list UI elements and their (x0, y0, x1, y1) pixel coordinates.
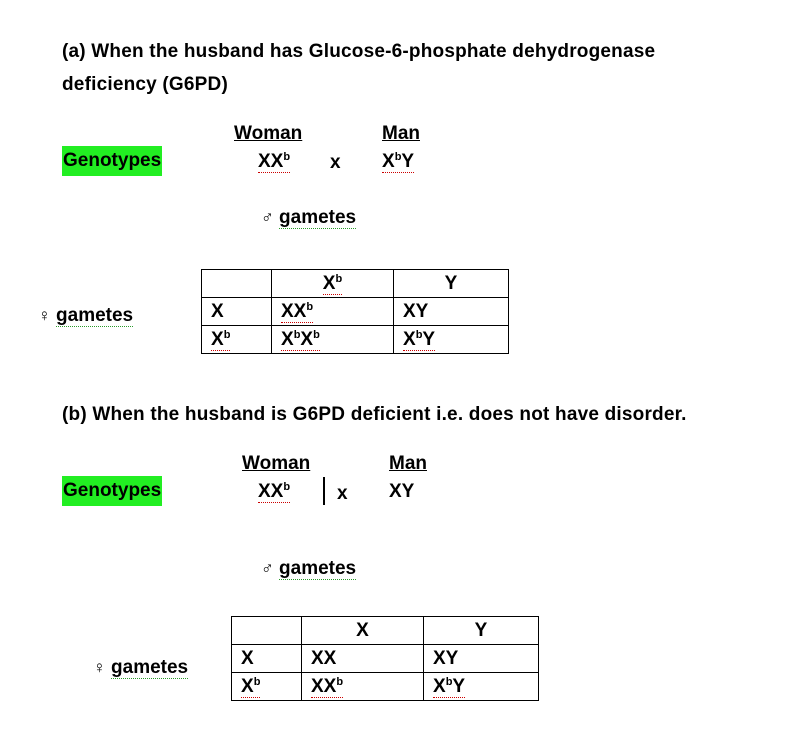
genotype-sup: b (283, 151, 291, 163)
genotype-base: XX (258, 481, 284, 502)
cell-base: X (241, 648, 254, 669)
male-symbol-icon: ♂ (261, 559, 274, 578)
section-a-female-gametes (38, 306, 133, 325)
section-b-punnett-square (231, 616, 539, 701)
table-cell (272, 326, 394, 354)
table-row (232, 673, 539, 701)
section-a-heading-line1 (62, 42, 655, 61)
section-a-male-gametes (261, 208, 356, 227)
cell-sup: b (306, 301, 314, 313)
table-header-cell (424, 617, 539, 645)
section-a-cross-symbol: x (330, 152, 341, 173)
table-row (202, 298, 509, 326)
table-header-row (232, 617, 539, 645)
section-b-heading: (b) When the husband is G6PD deficient i.e. does not have disorder. (62, 404, 687, 425)
male-gametes-label: gametes (279, 558, 357, 579)
section-a-woman-label: Woman (234, 123, 303, 144)
cell-base: X (211, 301, 224, 322)
cell-sup: b (223, 329, 231, 341)
cell-base: X (211, 329, 224, 350)
cell-text (281, 329, 320, 351)
section-b-man-genotype: XY (389, 481, 415, 502)
cell-text (433, 676, 465, 698)
table-corner-cell (232, 617, 302, 645)
table-row-header-cell (232, 673, 302, 701)
cell-sup2: b (313, 329, 320, 341)
female-symbol-icon: ♀ (38, 306, 51, 325)
section-b-woman-label: Woman (242, 453, 311, 474)
section-b-woman-genotype (258, 482, 290, 501)
cell-base: X (281, 329, 294, 350)
cell-base: X (322, 273, 336, 294)
cell-sup: b (415, 329, 423, 341)
table-header-row (202, 270, 509, 298)
table-row (202, 326, 509, 354)
male-symbol-icon: ♂ (261, 208, 274, 227)
cell-sup: b (336, 676, 344, 688)
section-a-man-label: Man (382, 123, 420, 144)
cell-base: Y (474, 620, 488, 641)
cell-base: X (241, 676, 254, 697)
cell-base: X (403, 329, 416, 350)
cell-post: Y (422, 329, 436, 350)
cell-base: XY (403, 301, 429, 322)
cell-text (311, 676, 343, 698)
cell-sup: b (445, 676, 453, 688)
section-a-woman-genotype (258, 152, 290, 171)
cell-base: X (356, 620, 369, 641)
table-header-cell (302, 617, 424, 645)
cell-text (241, 676, 260, 698)
table-header-cell (394, 270, 509, 298)
cell-sup: b (335, 273, 343, 285)
table-cell (302, 673, 424, 701)
cell-base: Y (444, 273, 458, 294)
section-a-heading-line2: deficiency (G6PD) (62, 74, 229, 95)
cell-base: XX (281, 301, 307, 322)
female-symbol-icon: ♀ (93, 658, 106, 677)
table-cell (302, 645, 424, 673)
section-a-heading-text: (a) When the husband has Glucose-6-phosphate dehydrogenase (62, 41, 656, 62)
table-corner-cell (202, 270, 272, 298)
section-b-cross-symbol: x (337, 483, 348, 504)
table-cell (394, 326, 509, 354)
genotype-sup: b (283, 481, 291, 493)
cell-base: XY (433, 648, 459, 669)
text-cursor-bar (323, 477, 325, 505)
section-b-male-gametes (261, 559, 356, 578)
genotype-text (258, 151, 290, 173)
section-b-genotypes-label: Genotypes (62, 476, 162, 506)
cell-text (281, 301, 313, 323)
table-cell (424, 645, 539, 673)
table-cell (272, 298, 394, 326)
genotype-text (258, 481, 290, 503)
section-a-man-genotype (382, 152, 414, 171)
cell-post: Y (452, 676, 466, 697)
table-header-cell (272, 270, 394, 298)
genotype-post: Y (401, 151, 415, 172)
table-row-header-cell (202, 298, 272, 326)
section-a-genotypes-label: Genotypes (62, 146, 162, 176)
cell-sup: b (253, 676, 261, 688)
table-row-header-cell (202, 326, 272, 354)
section-a-punnett-square (201, 269, 509, 354)
cell-text (211, 329, 230, 351)
table-cell (394, 298, 509, 326)
table-cell (424, 673, 539, 701)
table-row-header-cell (232, 645, 302, 673)
female-gametes-label: gametes (56, 305, 134, 326)
genotype-sup: b (394, 151, 402, 163)
female-gametes-label: gametes (111, 657, 189, 678)
section-b-female-gametes (93, 658, 188, 677)
cell-mid: X (300, 329, 314, 350)
genotype-base: XX (258, 151, 284, 172)
genotype-text (382, 151, 414, 173)
section-b-man-label: Man (389, 453, 427, 474)
cell-text (323, 273, 342, 295)
male-gametes-label: gametes (279, 207, 357, 228)
table-row (232, 645, 539, 673)
genotype-base: X (382, 151, 395, 172)
cell-base: XX (311, 648, 337, 669)
cell-base: XX (311, 676, 337, 697)
cell-base: X (433, 676, 446, 697)
cell-sup: b (293, 329, 301, 341)
cell-text (403, 329, 435, 351)
